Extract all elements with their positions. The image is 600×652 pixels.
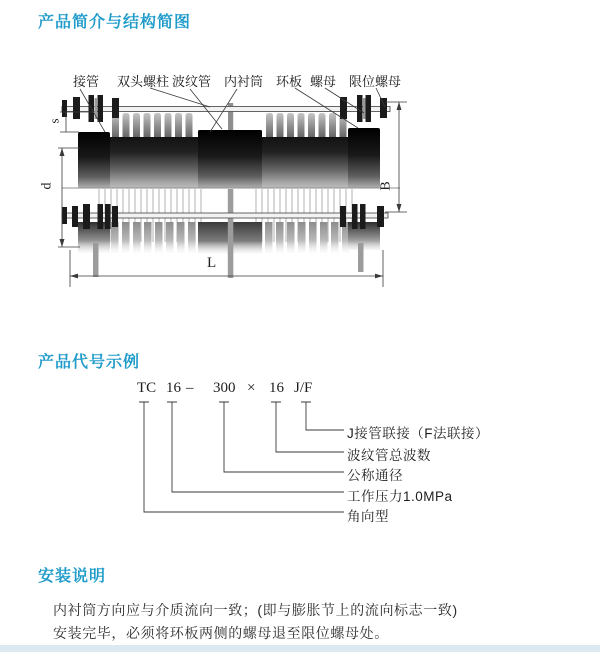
part-label-xianweiluomu: 限位螺母	[349, 74, 402, 89]
dim-label-d: d	[39, 182, 55, 190]
dim-label-b: B	[378, 181, 394, 191]
callout-nominal-diameter: 公称通径	[347, 468, 403, 483]
code-seg-connection: J/F	[294, 380, 313, 396]
code-seg-diameter: 300	[213, 380, 236, 396]
intro-heading: 产品简介与结构简图	[38, 14, 192, 31]
code-seg-waves: 16	[269, 380, 284, 396]
code-callout-lines	[130, 396, 350, 521]
code-example-heading: 产品代号示例	[38, 354, 141, 371]
part-label-luomu: 螺母	[310, 74, 337, 89]
code-seg-times: ×	[247, 380, 256, 396]
structure-diagram	[39, 65, 465, 300]
callout-wave-count: 波纹管总波数	[347, 448, 431, 463]
bellows-fins-top-right	[266, 113, 347, 140]
code-seg-type: TC	[137, 380, 157, 396]
washer-top-right	[363, 98, 366, 119]
bellows-fins-top-left	[112, 113, 193, 140]
joint-body-upper	[78, 128, 380, 188]
callout-connection: J接管联接（F法联接）	[347, 426, 489, 441]
part-label-huanban: 环板	[276, 74, 303, 89]
page-bottom-strip	[0, 645, 600, 652]
install-note-line1: 内衬筒方向应与介质流向一致；(即与膨胀节上的流向标志一致)	[53, 602, 458, 618]
install-note-line2: 安装完毕，必须将环板两侧的螺母退至限位螺母处。	[53, 625, 389, 641]
dim-label-s: s	[46, 118, 62, 124]
dim-label-l: L	[207, 255, 217, 271]
part-label-bowenguan: 波纹管	[172, 74, 212, 89]
callout-working-pressure: 工作压力1.0MPa	[347, 489, 453, 504]
install-heading: 安装说明	[38, 568, 107, 585]
part-label-jieguan: 接管	[73, 74, 100, 89]
code-seg-pressure: 16	[166, 380, 181, 396]
expansion-joint-drawing	[55, 65, 465, 300]
code-seg-dash: –	[186, 380, 194, 396]
part-label-shuangtouluozhu: 双头螺柱	[117, 74, 170, 89]
part-label-neichentong: 内衬筒	[224, 74, 264, 89]
callout-angular-type: 角向型	[347, 509, 389, 524]
